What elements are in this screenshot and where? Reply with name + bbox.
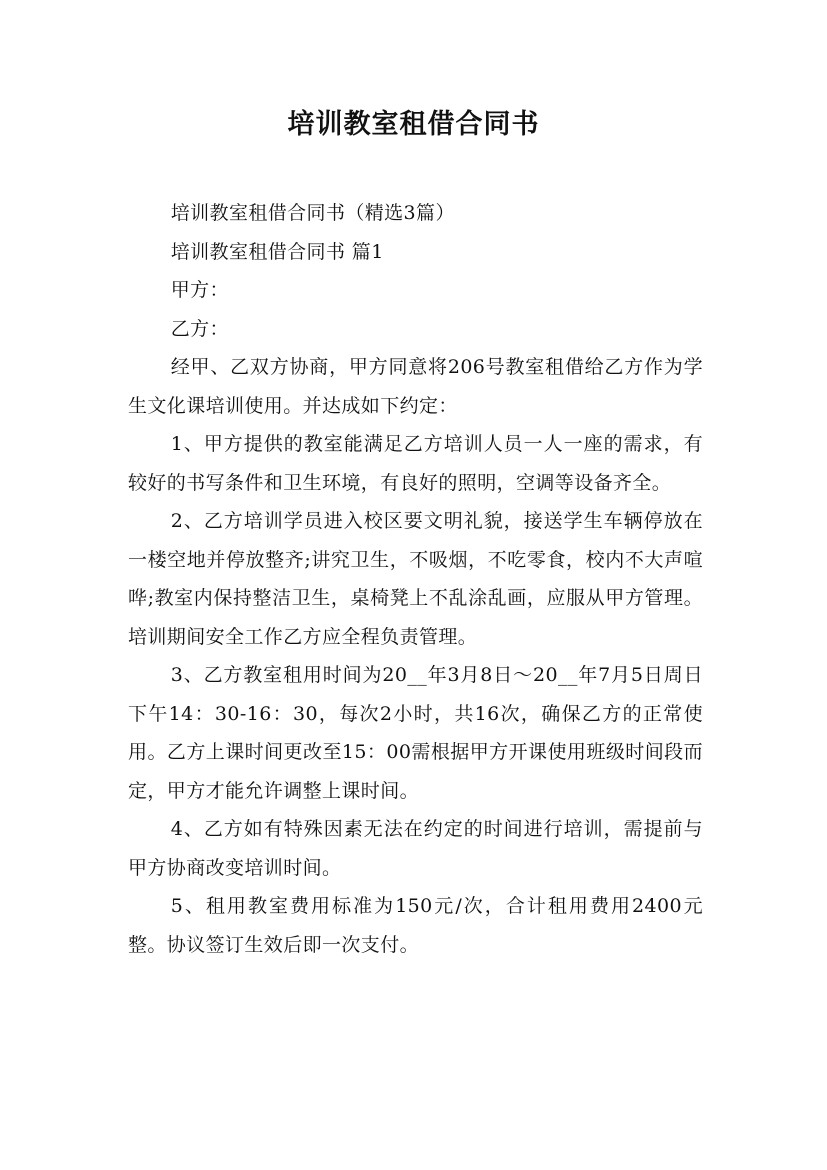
paragraph-clause-3: 3、乙方教室租用时间为20__年3月8日～20__年7月5日周日下午14：30-16：30，每次2小时，共16次，确保乙方的正常使用。乙方上课时间更改至15：00需根据甲方开课使用班级时间段而定，甲方才能允许调整上课时间。 (128, 664, 703, 802)
paragraph-clause-5: 5、租用教室费用标准为150元/次，合计租用费用2400元整。协议签订生效后即一次支付。 (128, 895, 703, 956)
paragraph-section-heading: 培训教室租借合同书 篇1 (170, 240, 384, 263)
document-title: 培训教室租借合同书 (287, 109, 540, 140)
paragraph-party-a: 甲方： (170, 279, 229, 301)
paragraph-party-b: 乙方： (170, 317, 229, 340)
paragraph-clause-2: 2、乙方培训学员进入校区要文明礼貌，接送学生车辆停放在一楼空地并停放整齐;讲究卫生，不吸烟，不吃零食，校内不大声喧哗;教室内保持整洁卫生，桌椅凳上不乱涂乱画，应服从甲方管理。培训期间安全工作乙方应全程负责管理。 (128, 510, 703, 648)
paragraph-clause-4: 4、乙方如有特殊因素无法在约定的时间进行培训，需提前与甲方协商改变培训时间。 (128, 818, 703, 879)
paragraph-clause-1: 1、甲方提供的教室能满足乙方培训人员一人一座的需求，有较好的书写条件和卫生环境，有良好的照明，空调等设备齐全。 (128, 433, 703, 494)
paragraph-subtitle: 培训教室租借合同书（精选3篇） (170, 202, 455, 224)
paragraph-intro: 经甲、乙双方协商，甲方同意将206号教室租借给乙方作为学生文化课培训使用。并达成如下约定： (128, 356, 703, 417)
document-body (128, 194, 703, 964)
